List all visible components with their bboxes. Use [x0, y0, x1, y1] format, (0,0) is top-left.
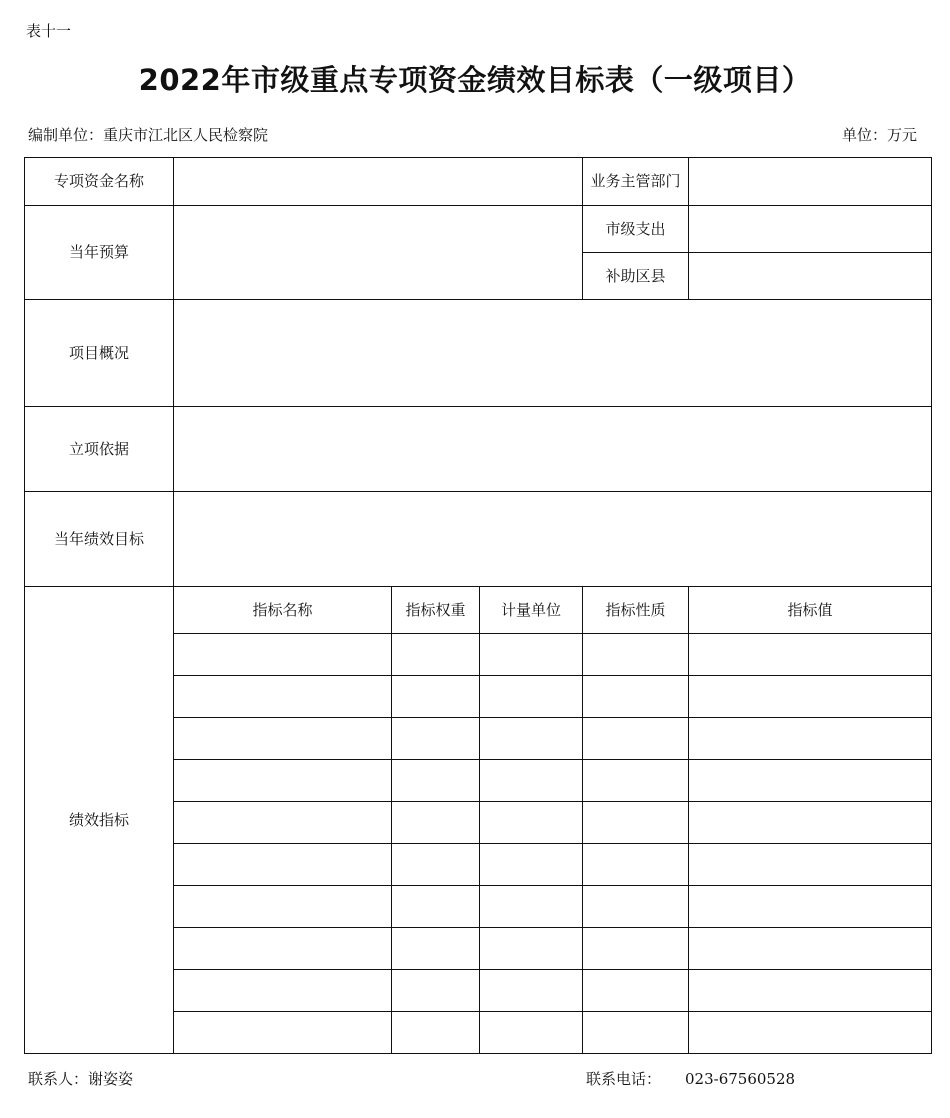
indicator-nature-cell[interactable] [583, 844, 689, 886]
indicator-name-cell[interactable] [174, 802, 392, 844]
indicator-unit-cell[interactable] [480, 676, 583, 718]
indicator-weight-cell[interactable] [392, 886, 480, 928]
indicator-weight-cell[interactable] [392, 634, 480, 676]
indicator-value-header: 指标值 [689, 587, 932, 634]
indicator-name-cell[interactable] [174, 970, 392, 1012]
budget-label: 当年预算 [25, 206, 174, 300]
indicator-value-cell[interactable] [689, 760, 932, 802]
indicator-name-header: 指标名称 [174, 587, 392, 634]
indicator-value-cell[interactable] [689, 886, 932, 928]
indicator-unit-cell[interactable] [480, 928, 583, 970]
indicator-name-cell[interactable] [174, 844, 392, 886]
indicator-name-cell[interactable] [174, 928, 392, 970]
indicator-name-cell[interactable] [174, 886, 392, 928]
indicator-value-cell[interactable] [689, 718, 932, 760]
indicator-name-cell[interactable] [174, 718, 392, 760]
indicator-value-cell[interactable] [689, 676, 932, 718]
overview-field[interactable] [174, 300, 932, 407]
indicator-unit-cell[interactable] [480, 760, 583, 802]
indicators-label: 绩效指标 [25, 587, 174, 1054]
currency-unit: 单位：万元 [841, 126, 917, 144]
indicator-nature-cell[interactable] [583, 970, 689, 1012]
indicator-weight-cell[interactable] [392, 844, 480, 886]
indicator-weight-cell[interactable] [392, 718, 480, 760]
indicator-unit-cell[interactable] [480, 886, 583, 928]
indicator-unit-cell[interactable] [480, 844, 583, 886]
dept-field[interactable] [689, 158, 932, 206]
indicator-nature-cell[interactable] [583, 718, 689, 760]
indicator-name-cell[interactable] [174, 760, 392, 802]
contact-person: 联系人：谢姿姿 [28, 1070, 134, 1088]
indicator-unit-header: 计量单位 [480, 587, 583, 634]
indicator-nature-cell[interactable] [583, 676, 689, 718]
indicator-value-cell[interactable] [689, 970, 932, 1012]
indicator-value-cell[interactable] [689, 928, 932, 970]
county-subsidy-field[interactable] [689, 253, 932, 300]
indicator-value-cell[interactable] [689, 844, 932, 886]
city-expense-field[interactable] [689, 206, 932, 253]
indicator-weight-cell[interactable] [392, 760, 480, 802]
indicator-weight-cell[interactable] [392, 802, 480, 844]
phone-label: 联系电话： [586, 1070, 662, 1088]
indicator-name-cell[interactable] [174, 676, 392, 718]
indicator-nature-cell[interactable] [583, 634, 689, 676]
indicator-value-cell[interactable] [689, 634, 932, 676]
indicator-unit-cell[interactable] [480, 802, 583, 844]
annual-target-label: 当年绩效目标 [25, 492, 174, 587]
contact-phone [586, 1068, 795, 1089]
indicator-weight-header: 指标权重 [392, 587, 480, 634]
phone-number: 023-67560528 [685, 1070, 796, 1088]
basis-label: 立项依据 [25, 407, 174, 492]
county-subsidy-label: 补助区县 [583, 253, 689, 300]
indicator-unit-cell[interactable] [480, 718, 583, 760]
annual-target-field[interactable] [174, 492, 932, 587]
indicator-unit-cell[interactable] [480, 634, 583, 676]
basis-field[interactable] [174, 407, 932, 492]
indicator-value-cell[interactable] [689, 1012, 932, 1054]
compiling-unit: 编制单位：重庆市江北区人民检察院 [28, 126, 269, 144]
indicator-nature-cell[interactable] [583, 802, 689, 844]
indicator-weight-cell[interactable] [392, 676, 480, 718]
fund-name-label: 专项资金名称 [25, 158, 174, 206]
indicator-weight-cell[interactable] [392, 1012, 480, 1054]
indicator-weight-cell[interactable] [392, 928, 480, 970]
performance-target-form [24, 157, 932, 1054]
table-number: 表十一 [26, 22, 72, 40]
indicator-value-cell[interactable] [689, 802, 932, 844]
indicator-name-cell[interactable] [174, 1012, 392, 1054]
fund-name-field[interactable] [174, 158, 583, 206]
indicator-unit-cell[interactable] [480, 970, 583, 1012]
indicator-nature-cell[interactable] [583, 928, 689, 970]
indicator-nature-cell[interactable] [583, 1012, 689, 1054]
indicator-nature-header: 指标性质 [583, 587, 689, 634]
indicator-nature-cell[interactable] [583, 886, 689, 928]
indicator-weight-cell[interactable] [392, 970, 480, 1012]
indicator-unit-cell[interactable] [480, 1012, 583, 1054]
indicator-name-cell[interactable] [174, 634, 392, 676]
budget-field[interactable] [174, 206, 583, 300]
overview-label: 项目概况 [25, 300, 174, 407]
city-expense-label: 市级支出 [583, 206, 689, 253]
dept-label: 业务主管部门 [583, 158, 689, 206]
page-title: 2022年市级重点专项资金绩效目标表（一级项目） [138, 63, 812, 97]
indicator-nature-cell[interactable] [583, 760, 689, 802]
